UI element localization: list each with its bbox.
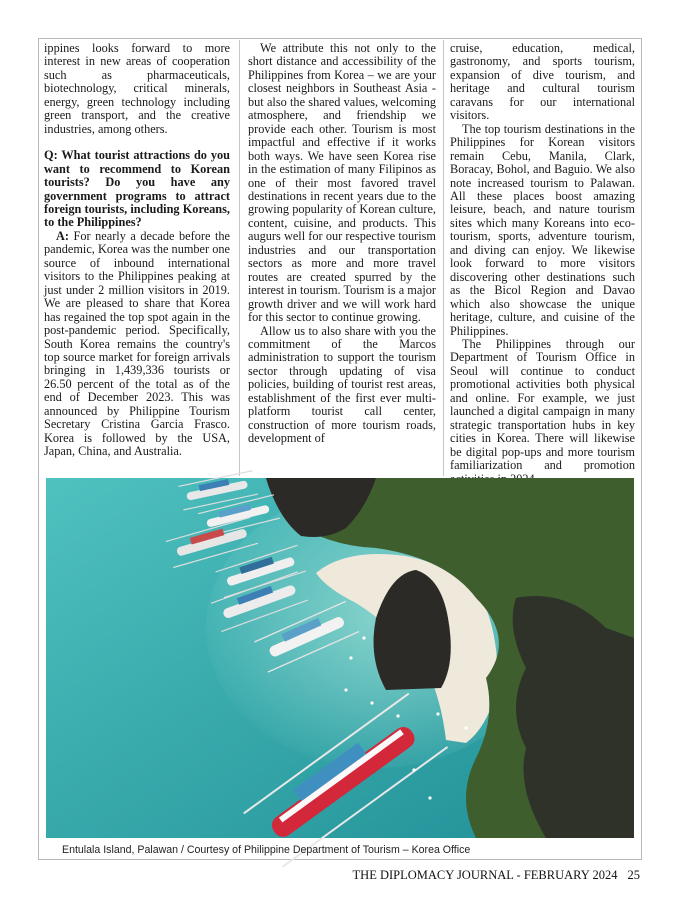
photo-caption: Entulala Island, Palawan / Courtesy of Philippine Department of Tourism – Korea Office (62, 844, 471, 856)
aerial-island-illustration (46, 478, 634, 838)
column-3-paragraph-2: The top tourism destinations in the Philippines for Korean visitors remain Cebu, Manila, Clark, Boracay, Bohol, and Baguio. We also note increased tourism to Palawan. All these places boost amazing leisure, beach, and nature tourism sites which many Koreans into eco-tourism, sports, adventure tourism, and diving can enjoy. We likewise look forward to more visitors discovering other destinations such as the Bicol Region and Davao which also showcase the unique heritage, culture, and cuisine of the Philippines. (450, 121, 635, 338)
page-footer (353, 868, 640, 883)
page-number: 25 (627, 868, 640, 882)
question-label: Q: (44, 148, 58, 163)
column-3 (450, 42, 635, 474)
question-text: What tourist attractions do you want to recommend to Korean tourists? Do you have any government programs to attract foreign tourists, including Koreans, to the Philippines? (44, 148, 230, 230)
interview-question (44, 149, 230, 230)
column-2-paragraph-2: Allow us to also share with you the commitment of the Marcos administration to support the tourism sector through updating of visa policies, building of tourist rest areas, establishment of the first ever multi-platform tourist call center, construction of more tourism roads, development of (248, 323, 436, 446)
column-2 (248, 42, 436, 474)
island-photo (46, 478, 634, 838)
answer-text: For nearly a decade before the pandemic, Korea was the number one source of inbound international visitors to the Philippines peaking at just under 2 million visitors in 2019. We are pleased to share that Korea has regained the top spot again in the post-pandemic period. Specifically, South Korea remains the country's top source market for foreign arrivals bringing in 1,439,336 tourists or 26.50 percent of the total as of the end of December 2023. This was announced by Philippine Tourism Secretary Cristina Garcia Frasco. Korea is followed by the USA, Japan, China, and Australia. (44, 228, 230, 459)
column-divider (443, 40, 444, 476)
column-divider (239, 40, 240, 476)
column-1 (44, 42, 230, 474)
column-2-paragraph-1: We attribute this not only to the short distance and accessibility of the Philippines from Korea – we are your closest neighbors in Southeast Asia - but also the shared values, welcoming atmosphere, and friendship we provide each other. Tourism is most impactful and effective if it works both ways. We have seen Korea rise in the estimation of many Filipinos as one of their most favored travel destinations in recent years due to the growing popularity of Korean culture, content, cuisine, and products. This augurs well for our respective tourism industries and our transportation sectors as more and more travel routes are created spurred by the interest in tourism. Tourism is a major growth driver and we will work hard for this sector to continue growing. (248, 41, 436, 325)
publication-name: THE DIPLOMACY JOURNAL - FEBRUARY 2024 (352, 868, 618, 882)
column-3-paragraph-1: cruise, education, medical, gastronomy, and sports tourism, expansion of dive tourism, and heritage and cultural tourism caravans for our international visitors. (450, 41, 635, 123)
column-3-paragraph-3: The Philippines through our Department of Tourism Office in Seoul will continue to conduct promotional activities both physical and online. For example, we just launched a digital campaign in many strategic transportation hubs in key cities in Korea. There will likewise be digital pop-ups and more tourism familiarization and promotion (450, 336, 635, 473)
answer-label: A: (56, 228, 69, 243)
cliff-rock-right (513, 596, 634, 838)
column-1-paragraph: ippines looks forward to more interest in new areas of cooperation such as pharmaceuticals, biotechnology, critical minerals, energy, green technology including green transport, and the creative industries, among others. (44, 41, 230, 136)
interview-answer (44, 230, 230, 459)
